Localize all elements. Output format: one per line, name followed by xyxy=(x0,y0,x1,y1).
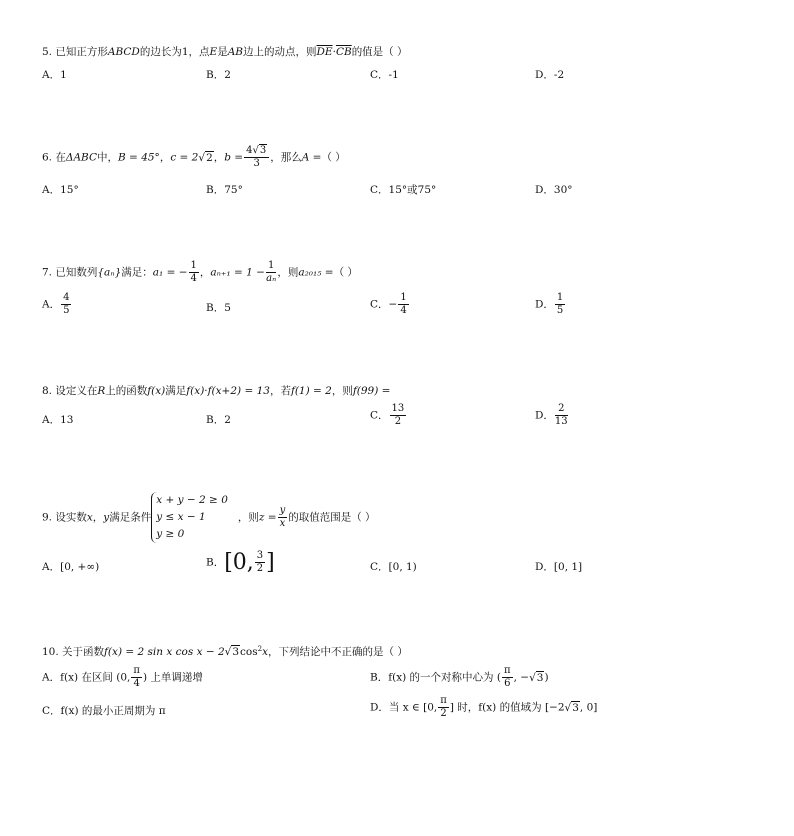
q-text: 的值是（ ） xyxy=(351,46,408,58)
option-7c: C．− $\frac{1}{4}$ xyxy=(370,292,407,316)
q-math: f(x)·f(x+2) = 13 xyxy=(186,385,270,397)
fraction: $\frac{y}{x}$ xyxy=(279,505,286,529)
q-text: ，那么 xyxy=(270,151,302,164)
q-text: 设定义在 xyxy=(55,385,98,397)
q-text: ， xyxy=(213,151,225,164)
option-10d: D．当 x ∈ [0, $\frac{\pi}{2}$ ] 时，f(x) 的值域为 [−2√3, 0] xyxy=(370,695,598,719)
condition: x + y − 2 ≥ 0 xyxy=(156,494,228,506)
q-math: ΔABC xyxy=(65,151,97,164)
q-math: x xyxy=(86,511,93,524)
option-5a: A．1 xyxy=(42,69,67,81)
q-text: 上的函数 xyxy=(105,385,148,397)
option-7a: A． $\frac{4}{5}$ xyxy=(42,292,70,316)
q-text: 的取值范围是（ ） xyxy=(288,511,376,524)
q-math: aₙ₊₁ = 1 − xyxy=(210,266,265,279)
q-text: 已知数列 xyxy=(55,266,98,279)
q-text: 满足： xyxy=(121,266,153,279)
question-number: 10. xyxy=(42,646,59,658)
q-text: 已知正方形 xyxy=(55,46,108,58)
question-9 xyxy=(42,492,376,543)
q-math: A = xyxy=(301,151,322,164)
question-10 xyxy=(42,644,408,659)
option-9a: A．[0, +∞) xyxy=(42,561,100,573)
q-text: 是 xyxy=(217,46,228,58)
question-number: 7. xyxy=(42,266,53,279)
sqrt: √3 xyxy=(224,646,240,658)
option-7d: D． $\frac{1}{5}$ xyxy=(535,292,564,316)
option-10b: B．f(x) 的一个对称中心为 ( $\frac{\pi}{6}$ , −√3) xyxy=(370,665,549,689)
option-10a: A．f(x) 在区间 (0, $\frac{\pi}{4}$ ) 上单调递增 xyxy=(42,665,203,689)
option-5c: C．-1 xyxy=(370,69,399,81)
q-math: cos xyxy=(240,646,258,658)
q-text: 满足条件 xyxy=(109,511,152,524)
condition: y ≥ 0 xyxy=(156,528,185,540)
option-8c: C． $\frac{13}{2}$ xyxy=(370,403,405,427)
q-text: ，若 xyxy=(269,385,291,397)
q-text: 边上的动点，则 xyxy=(243,46,317,58)
q-math: a₂₀₁₅ = xyxy=(298,266,334,279)
option-9b: B．[0, $\frac{3}{2}$ ] xyxy=(206,550,275,575)
dot-operator: · xyxy=(332,46,336,58)
q-math: f(1) = 2 xyxy=(290,385,332,397)
vector-de: $\overline{DE}$ xyxy=(316,46,333,58)
q-text: ，则 xyxy=(237,511,259,524)
q-math: f(x) xyxy=(147,385,166,397)
q-text: 在 xyxy=(55,151,66,164)
option-9c: C．[0, 1) xyxy=(370,561,417,573)
q-text: 的边长为1，点 xyxy=(139,46,210,58)
option-8d: D． $\frac{2}{13}$ xyxy=(535,403,568,427)
fraction: $\frac{4√3}{3}$ xyxy=(244,146,269,169)
condition-system xyxy=(151,492,228,543)
option-6b: B．75° xyxy=(206,184,243,196)
exponent: 2 xyxy=(257,645,263,653)
q-math: ABCD xyxy=(107,46,140,58)
q-math: b = xyxy=(224,151,244,164)
q-math: B = 45° xyxy=(118,151,160,164)
option-8a: A．13 xyxy=(42,414,74,426)
question-number: 6. xyxy=(42,151,53,164)
q-text: ，下列结论中不正确的是（ ） xyxy=(268,646,408,658)
vector-cb: $\overline{CB}$ xyxy=(335,46,352,58)
option-6d: D．30° xyxy=(535,184,573,196)
q-math: E xyxy=(209,46,218,58)
question-number: 9. xyxy=(42,511,53,524)
fraction: $\frac{1}{\text{aₙ}}$ xyxy=(266,260,277,284)
question-8 xyxy=(42,383,390,398)
option-6a: A．15° xyxy=(42,184,79,196)
option-10c: C．f(x) 的最小正周期为 π xyxy=(42,705,166,717)
q-text: 关于函数 xyxy=(62,646,105,658)
q-text: ， xyxy=(159,151,171,164)
question-number: 8. xyxy=(42,385,53,397)
q-text: 设实数 xyxy=(55,511,87,524)
q-math: c = 2 xyxy=(170,151,199,164)
option-5d: D．-2 xyxy=(535,69,565,81)
q-text: ， xyxy=(199,266,211,279)
q-text: ， xyxy=(92,511,104,524)
q-text: 中， xyxy=(97,151,118,164)
q-math: y xyxy=(103,511,110,524)
q-text: （ ） xyxy=(333,266,358,279)
question-5 xyxy=(42,44,408,59)
q-math: R xyxy=(97,385,106,397)
q-math: x xyxy=(262,646,269,658)
q-text: 满足 xyxy=(165,385,187,397)
q-math: f(x) = 2 sin x cos x − 2 xyxy=(104,646,225,658)
option-8b: B．2 xyxy=(206,414,231,426)
q-math: a₁ = − xyxy=(152,266,188,279)
condition: y ≤ x − 1 xyxy=(156,511,206,523)
q-math: z = xyxy=(258,511,277,524)
sqrt: √2 xyxy=(198,151,213,164)
question-7 xyxy=(42,261,358,284)
option-6c: C．15°或75° xyxy=(370,184,437,196)
q-math: f(99) = xyxy=(352,385,391,397)
option-5b: B．2 xyxy=(206,69,231,81)
option-7b: B．5 xyxy=(206,302,231,314)
q-math: AB xyxy=(227,46,243,58)
q-text: ，则 xyxy=(331,385,353,397)
option-9d: D．[0, 1] xyxy=(535,561,583,573)
q-math: {aₙ} xyxy=(97,266,122,279)
question-number: 5. xyxy=(42,46,53,58)
q-text: ，则 xyxy=(277,266,299,279)
question-6 xyxy=(42,146,346,169)
fraction: $\frac{1}{4}$ xyxy=(190,260,197,284)
q-text: （ ） xyxy=(321,151,346,164)
